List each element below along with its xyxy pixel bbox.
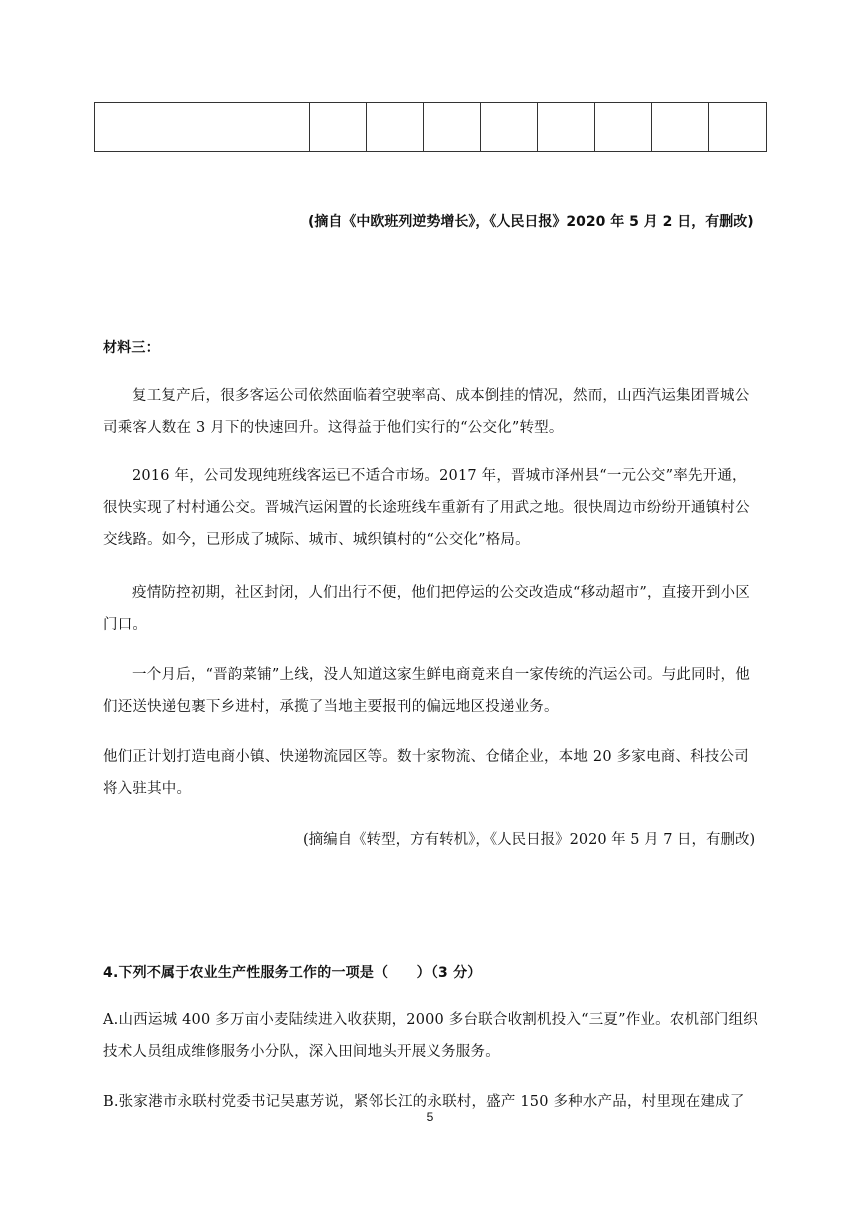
paragraph: 他们正计划打造电商小镇、快递物流园区等。数十家物流、仓储企业，本地 20 多家电商、科技公司将入驻其中。 (103, 749, 749, 797)
paragraph: 2016 年，公司发现纯班线客运已不适合市场。2017 年，晋城市泽州县“一元公交”率先开通，很快实现了村村通公交。晋城汽运闲置的长途班线车重新有了用武之地。很快周边市纷纷开通镇村公交线路。如今，已形成了城际、城市、城织镇村的“公交化”格局。 (103, 468, 750, 548)
table-cell (481, 103, 538, 152)
page-number: 5 (426, 1110, 434, 1124)
table-cell (310, 103, 367, 152)
table-cell (538, 103, 595, 152)
table-row (95, 103, 767, 152)
data-table (94, 102, 767, 152)
option-a: A.山西运城 400 多万亩小麦陆续进入收获期，2000 多台联合收割机投入“三夏”作业。农机部门组织技术人员组成维修服务小分队，深入田间地头开展义务服务。 (103, 1012, 759, 1060)
table-cell (595, 103, 652, 152)
option-b: B.张家港市永联村党委书记吴惠芳说，紧邻长江的永联村，盛产 150 多种水产品，村里现在建成了 (103, 1094, 745, 1110)
table-cell (95, 103, 310, 152)
table-cell (424, 103, 481, 152)
paragraph: 复工复产后，很多客运公司依然面临着空驶率高、成本倒挂的情况，然而，山西汽运集团晋城公司乘客人数在 3 月下的快速回升。这得益于他们实行的“公交化”转型。 (103, 388, 750, 436)
paragraph: 疫情防控初期，社区封闭，人们出行不便，他们把停运的公交改造成“移动超市”，直接开到小区门口。 (103, 585, 750, 633)
source-citation-1: (摘自《中欧班列逆势增长》，《人民日报》2020 年 5 月 2 日，有删改) (308, 214, 754, 230)
material-heading: 材料三： (103, 340, 160, 356)
table-cell (709, 103, 767, 152)
source-citation-2: (摘编自《转型，方有转机》，《人民日报》2020 年 5 月 7 日，有删改) (303, 832, 756, 848)
table-cell (652, 103, 709, 152)
table-cell (367, 103, 424, 152)
question-stem: 4.下列不属于农业生产性服务工作的一项是（ ）（3 分） (103, 965, 482, 981)
paragraph: 一个月后，“晋韵菜铺”上线，没人知道这家生鲜电商竟来自一家传统的汽运公司。与此同时，他们还送快递包裹下乡进村，承揽了当地主要报刊的偏远地区投递业务。 (103, 667, 750, 715)
